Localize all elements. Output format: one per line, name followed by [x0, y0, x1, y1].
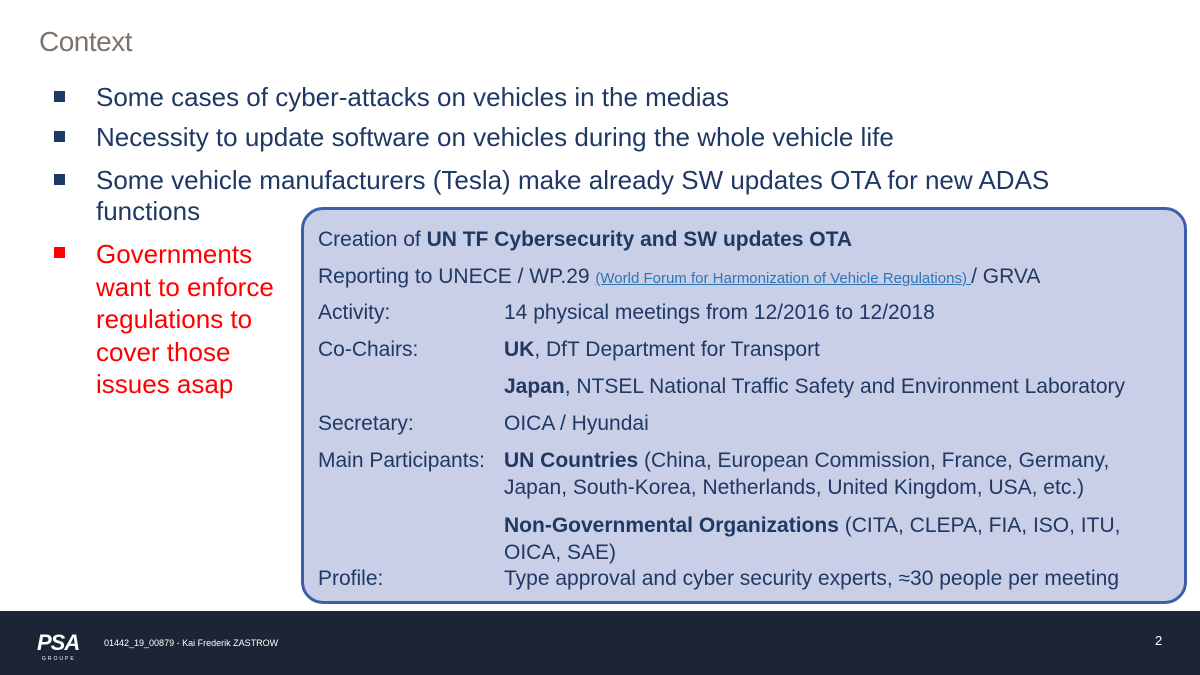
bullet-item: [96, 122, 1156, 153]
bullet-square-icon: [54, 247, 65, 258]
bullet-square-icon: [54, 91, 65, 102]
bullet-text: Governments want to enforce regulations to cover those issues asap: [96, 239, 274, 399]
bullet-square-icon: [54, 131, 65, 142]
footer-bar: [0, 611, 1200, 675]
psa-logo-subtitle: GROUPE: [42, 656, 76, 662]
psa-logo: PSA: [37, 630, 80, 655]
reporting-line: Reporting to UNECE / WP.29 (World Forum for Harmonization of Vehicle Regulations) / GRVA: [318, 265, 1041, 288]
bullet-text: Necessity to update software on vehicles during the whole vehicle life: [96, 122, 894, 152]
slide-title: Context: [39, 26, 132, 57]
participants-ngos: Non-Governmental Organizations (CITA, CLEPA, FIA, ISO, ITU, OICA, SAE): [504, 514, 1121, 564]
profile-label: Profile:: [318, 567, 384, 590]
wp29-link[interactable]: (World Forum for Harmonization of Vehicle Regulations): [595, 270, 972, 287]
profile-value: Type approval and cyber security experts, ≈30 people per meeting: [504, 567, 1120, 590]
secretary-label: Secretary:: [318, 412, 414, 435]
bullet-text: Some cases of cyber-attacks on vehicles in the medias: [96, 82, 729, 112]
bullet-square-icon: [54, 174, 65, 185]
bullet-text: Some vehicle manufacturers (Tesla) make already SW updates OTA for new ADAS functions: [96, 165, 1050, 226]
activity-value: 14 physical meetings from 12/2016 to 12/2018: [504, 301, 935, 324]
activity-label: Activity:: [318, 301, 391, 324]
footer-reference: 01442_19_00879 - Kai Frederik ZASTROW: [104, 638, 279, 648]
participants-un-countries: UN Countries (China, European Commission, France, Germany, Japan, South-Korea, Netherlands, United Kingdom, USA, etc.): [504, 449, 1110, 499]
cochair-japan: Japan, NTSEL National Traffic Safety and Environment Laboratory: [504, 375, 1125, 398]
task-force-name: UN TF Cybersecurity and SW updates OTA: [426, 228, 853, 251]
bullet-item-highlight: [96, 238, 296, 401]
cochairs-label: Co-Chairs:: [318, 338, 419, 361]
task-force-info-box: [301, 207, 1187, 604]
secretary-value: OICA / Hyundai: [504, 412, 649, 435]
page-number: 2: [1155, 633, 1163, 648]
participants-label: Main Participants:: [318, 449, 485, 472]
cochair-uk: UK, DfT Department for Transport: [504, 338, 820, 361]
creation-line: Creation of UN TF Cybersecurity and SW updates OTA: [318, 228, 853, 251]
bullet-item: [96, 82, 1156, 113]
